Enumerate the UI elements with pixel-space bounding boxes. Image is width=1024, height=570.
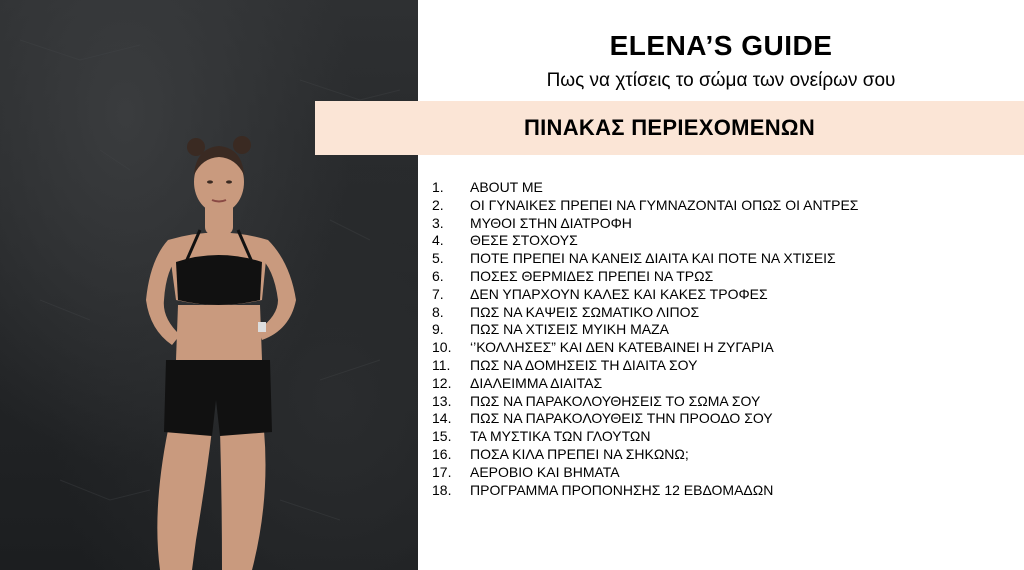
toc-item-text: ΤΑ ΜΥΣΤΙΚΑ ΤΩΝ ΓΛΟΥΤΩΝ: [470, 428, 651, 445]
toc-item-text: ΠΡΟΓΡΑΜΜΑ ΠΡΟΠΟΝΗΣΗΣ 12 ΕΒΔΟΜΑΔΩΝ: [470, 481, 774, 498]
toc-item-text: ΟΙ ΓΥΝΑΙΚΕΣ ΠΡΕΠΕΙ ΝΑ ΓΥΜΝΑΖΟΝΤΑΙ ΟΠΩΣ ΟΙ ΑΝΤΡΕΣ: [470, 196, 859, 213]
table-of-contents: [425, 179, 858, 499]
toc-item: [425, 464, 858, 482]
toc-item-text: ΜΥΘΟΙ ΣΤΗΝ ΔΙΑΤΡΟΦΗ: [470, 214, 632, 231]
toc-item-number: 8.: [432, 303, 444, 320]
toc-item: [425, 215, 858, 233]
toc-item-text: ‘’ΚΟΛΛΗΣΕΣ” ΚΑΙ ΔΕΝ ΚΑΤΕΒΑΙΝΕΙ Η ΖΥΓΑΡΙΑ: [470, 339, 774, 356]
toc-item: [425, 286, 858, 304]
toc-item-number: 18.: [432, 481, 452, 498]
toc-item-text: ΠΟΤΕ ΠΡΕΠΕΙ ΝΑ ΚΑΝΕΙΣ ΔΙΑΙΤΑ ΚΑΙ ΠΟΤΕ ΝΑ ΧΤΙΣΕΙΣ: [470, 250, 836, 267]
toc-item-number: 11.: [432, 356, 451, 373]
toc-item-number: 6.: [432, 267, 444, 284]
toc-item-number: 16.: [432, 445, 452, 462]
toc-item-number: 13.: [432, 392, 452, 409]
toc-item-text: ΠΩΣ ΝΑ ΔΟΜΗΣΕΙΣ ΤΗ ΔΙΑΙΤΑ ΣΟΥ: [470, 356, 698, 373]
toc-item: [425, 232, 858, 250]
toc-item: [425, 357, 858, 375]
toc-item-number: 4.: [432, 232, 444, 249]
author-photo: [0, 0, 418, 570]
toc-item-number: 3.: [432, 214, 444, 231]
toc-item-text: ΔΙΑΛΕΙΜΜΑ ΔΙΑΙΤΑΣ: [470, 374, 603, 391]
toc-item-number: 12.: [432, 374, 452, 391]
toc-heading-band: [315, 101, 1024, 155]
toc-item: [425, 428, 858, 446]
toc-item: [425, 446, 858, 464]
toc-item-number: 14.: [432, 410, 452, 427]
toc-item: [425, 197, 858, 215]
toc-item-number: 5.: [432, 250, 444, 267]
toc-item: [425, 268, 858, 286]
toc-item-text: ΔΕΝ ΥΠΑΡΧΟΥΝ ΚΑΛΕΣ ΚΑΙ ΚΑΚΕΣ ΤΡΟΦΕΣ: [470, 285, 768, 302]
toc-item-number: 7.: [432, 285, 444, 302]
toc-item-text: ABOUT ME: [470, 179, 543, 195]
toc-item: [425, 339, 858, 357]
toc-item: [425, 410, 858, 428]
toc-item-text: ΠΩΣ ΝΑ ΠΑΡΑΚΟΛΟΥΘΗΣΕΙΣ ΤΟ ΣΩΜΑ ΣΟΥ: [470, 392, 761, 409]
toc-heading: ΠΙΝΑΚΑΣ ΠΕΡΙΕΧΟΜΕΝΩΝ: [523, 115, 816, 140]
toc-item: [425, 393, 858, 411]
toc-item-number: 2.: [432, 196, 444, 213]
toc-item-number: 15.: [432, 428, 452, 445]
toc-item-number: 10.: [432, 339, 452, 356]
toc-item-text: ΠΟΣΑ ΚΙΛΑ ΠΡΕΠΕΙ ΝΑ ΣΗΚΩΝΩ;: [470, 445, 689, 462]
toc-item: [425, 250, 858, 268]
toc-item-number: 1.: [432, 179, 444, 195]
toc-item-text: ΘΕΣΕ ΣΤΟΧΟΥΣ: [470, 232, 578, 249]
toc-item: [425, 321, 858, 339]
toc-item-text: ΠΟΣΕΣ ΘΕΡΜΙΔΕΣ ΠΡΕΠΕΙ ΝΑ ΤΡΩΣ: [470, 267, 714, 284]
toc-item-number: 9.: [432, 321, 444, 338]
toc-item-text: ΑΕΡΟΒΙΟ ΚΑΙ ΒΗΜΑΤΑ: [470, 463, 620, 480]
toc-item-text: ΠΩΣ ΝΑ ΠΑΡΑΚΟΛΟΥΘΕΙΣ ΤΗΝ ΠΡΟΟΔΟ ΣΟΥ: [470, 410, 773, 427]
toc-item: [425, 179, 858, 197]
toc-item: [425, 375, 858, 393]
toc-item-number: 17.: [432, 463, 452, 480]
toc-item: [425, 482, 858, 500]
guide-title: ELENA’S GUIDE: [609, 30, 833, 61]
guide-subtitle: Πως να χτίσεις το σώμα των ονείρων σου: [546, 70, 896, 91]
toc-item: [425, 304, 858, 322]
woman-figure-illustration: [0, 0, 418, 570]
toc-item-text: ΠΩΣ ΝΑ ΚΑΨΕΙΣ ΣΩΜΑΤΙΚΟ ΛΙΠΟΣ: [470, 303, 700, 320]
toc-item-text: ΠΩΣ ΝΑ ΧΤΙΣΕΙΣ ΜΥΙΚΗ ΜΑΖΑ: [470, 321, 670, 338]
